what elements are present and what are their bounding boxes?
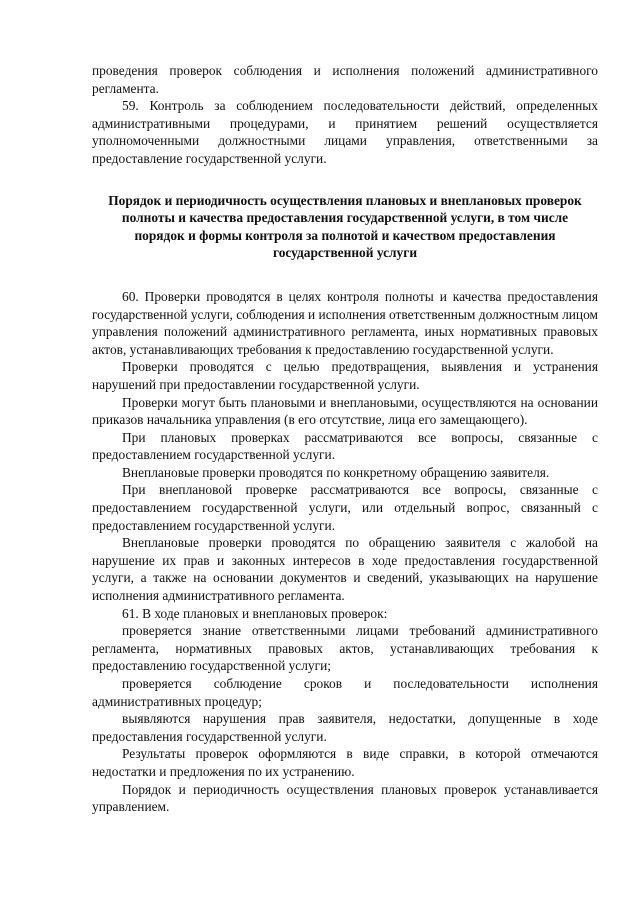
paragraph-61: 61. В ходе плановых и внеплановых проверок: — [122, 605, 388, 621]
paragraph-59: 59. Контроль за соблюдением последовательности действий, определенных административными процедурами, и принятием решений осуществляется уполномоченными должностными лицами управления, ответственными за предоставление государственной услуги. — [92, 98, 598, 166]
paragraph-unplanned-basis: Внеплановые проверки проводятся по обращению заявителя с жалобой на нарушение их прав и законных интересов в ходе предоставления государственной услуги, а также на основании документов и сведений, указывающих на нарушение исполнения административного регламента. — [92, 535, 598, 604]
paragraph-unplanned-scope: При внеплановой проверке рассматриваются все вопросы, связанные с предоставлением государственной услуги, или отдельный вопрос, связанный с предоставлением государственной услуги. — [92, 482, 598, 533]
paragraph-results: Результаты проверок оформляются в виде справки, в которой отмечаются недостатки и предложения по их устранению. — [92, 746, 598, 779]
section-heading: Порядок и периодичность осуществления плановых и внеплановых проверок полноты и качества предоставления государственной услуги, в том числе порядок и формы контроля за полнотой и качеством предоставления государственной услуги — [108, 192, 582, 261]
paragraph-knowledge-check: проверяется знание ответственными лицами требований административного регламента, нормативных правовых актов, устанавливающих требования к предоставлению государственной услуги; — [92, 623, 598, 674]
paragraph-types: Проверки могут быть плановыми и внеплановыми, осуществляются на основании приказов начальника управления (в его отсутствие, лица его замещающего). — [92, 394, 598, 428]
document-page — [92, 62, 598, 816]
paragraph-60: 60. Проверки проводятся в целях контроля полноты и качества предоставления государственной услуги, соблюдения и исполнения ответственным должностным лицом управления положений административного регламента, иных нормативных правовых актов, устанавливающих требования к предоставлению государственной услуги. — [92, 288, 598, 357]
paragraph-schedule: Порядок и периодичность осуществления плановых проверок устанавливается управлением. — [92, 781, 598, 815]
paragraph-deadlines-check: проверяется соблюдение сроков и последовательности исполнения административных процедур; — [92, 676, 598, 709]
paragraph-unplanned: Внеплановые проверки проводятся по конкретному обращению заявителя. — [122, 464, 550, 480]
paragraph-violations: выявляются нарушения прав заявителя, недостатки, допущенные в ходе предоставления государственной услуги. — [92, 711, 598, 744]
paragraph-purpose: Проверки проводятся с целью предотвращения, выявления и устранения нарушений при предоставлении государственной услуги. — [92, 359, 598, 392]
paragraph-continuation: проведения проверок соблюдения и исполнения положений административного регламента. — [92, 63, 598, 96]
paragraph-planned: При плановых проверках рассматриваются все вопросы, связанные с предоставлением государственной услуги. — [92, 429, 598, 463]
